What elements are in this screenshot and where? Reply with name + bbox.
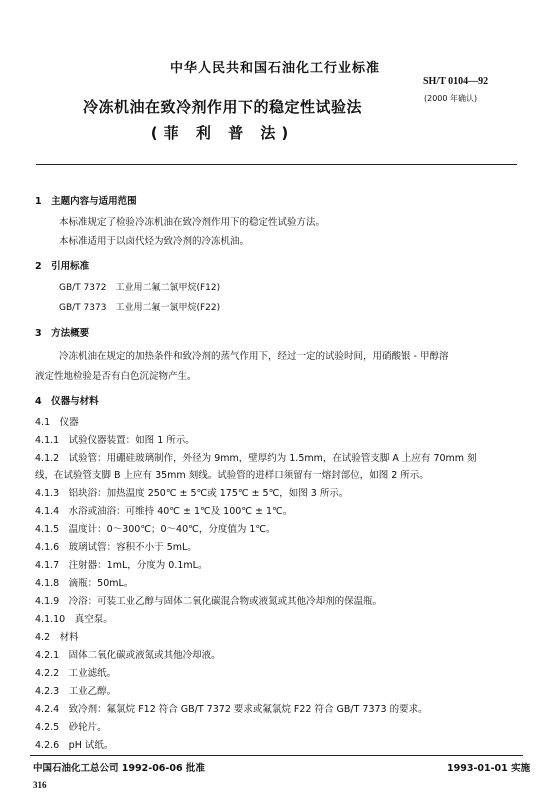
clause-4-2-2: 4.2.2 工业滤纸。 [35, 668, 117, 679]
clause-4-2-3: 4.2.3 工业乙醇。 [35, 686, 117, 697]
section-1-paragraph-2: 本标准适用于以卤代烃为致冷剂的冷冻机油。 [59, 236, 250, 247]
section-3-heading: 3 方法概要 [35, 328, 90, 339]
reference-gbt-7373: GB/T 7373 工业用二氟一氯甲烷(F22) [59, 303, 221, 313]
footer-divider [30, 755, 523, 756]
clause-4-1: 4.1 仪器 [35, 417, 79, 428]
standard-code: SH/T 0104—92 [423, 76, 489, 87]
document-title: 冷冻机油在致冷剂作用下的稳定性试验法 [82, 98, 362, 116]
clause-4-2-6: 4.2.6 pH 试纸。 [35, 740, 114, 751]
clause-4-2: 4.2 材料 [35, 632, 79, 643]
clause-4-1-1: 4.1.1 试验仪器装置：如图 1 所示。 [35, 435, 195, 446]
clause-4-1-3: 4.1.3 铝块浴：加热温度 250℃ ± 5℃或 175℃ ± 5℃，如图 3 所示。 [35, 488, 349, 499]
clause-4-2-5: 4.2.5 砂轮片。 [35, 722, 107, 733]
clause-4-2-4: 4.2.4 致冷剂：氟氯烷 F12 符合 GB/T 7372 要求或氟氯烷 F22 符合 GB/T 7373 的要求。 [35, 704, 428, 715]
implementation-date: 1993-01-01 实施 [447, 763, 531, 774]
reference-gbt-7372: GB/T 7372 工业用二氟二氯甲烷(F12) [59, 283, 221, 293]
issuing-organization: 中华人民共和国石油化工行业标准 [169, 61, 380, 76]
section-4-heading: 4 仪器与材料 [35, 396, 99, 407]
page-number: 316 [33, 780, 47, 790]
clause-4-1-7: 4.1.7 注射器：1mL，分度为 0.1mL。 [35, 560, 208, 571]
section-1-heading: 1 主题内容与适用范围 [35, 196, 137, 207]
clause-4-2-1: 4.2.1 固体二氧化碳或液氮或其他冷却液。 [35, 650, 221, 661]
section-1-paragraph-1: 本标准规定了检验冷冻机油在致冷剂作用下的稳定性试验方法。 [59, 217, 326, 228]
clause-4-1-2-line-2: 线，在试验管支脚 B 上应有 35mm 刻线。试验管的进样口须留有一熔封部位，如图 2 所示。 [35, 470, 429, 481]
clause-4-1-8: 4.1.8 滴瓶：50mL。 [35, 578, 134, 589]
document-subtitle: (菲 利 普 法) [150, 124, 295, 142]
clause-4-1-4: 4.1.4 水浴或油浴：可维持 40℃ ± 1℃及 100℃ ± 1℃。 [35, 506, 293, 517]
confirmation-note: (2000 年确认) [424, 94, 478, 103]
clause-4-1-2-line-1: 4.1.2 试验管：用硼硅玻璃制作，外径为 9mm，壁厚约为 1.5mm，在试验管支脚 A 上应有 70mm 刻 [35, 453, 477, 464]
section-3-paragraph-line-2: 液定性地检验是否有白色沉淀物产生。 [35, 371, 197, 382]
clause-4-1-10: 4.1.10 真空泵。 [35, 614, 113, 625]
approval-statement: 中国石油化工总公司 1992-06-06 批准 [33, 763, 205, 774]
clause-4-1-6: 4.1.6 玻璃试管：容积不小于 5mL。 [35, 542, 197, 553]
section-2-heading: 2 引用标准 [35, 261, 90, 272]
header-divider [36, 164, 517, 165]
section-3-paragraph-line-1: 冷冻机油在规定的加热条件和致冷剂的蒸气作用下，经过一定的试验时间，用硝酸银 - 甲醇溶 [59, 351, 449, 362]
clause-4-1-5: 4.1.5 温度计：0～300℃；0～40℃，分度值为 1℃。 [35, 524, 276, 535]
clause-4-1-9: 4.1.9 冷浴：可装工业乙醇与固体二氧化碳混合物或液氮或其他冷却剂的保温瓶。 [35, 596, 383, 607]
